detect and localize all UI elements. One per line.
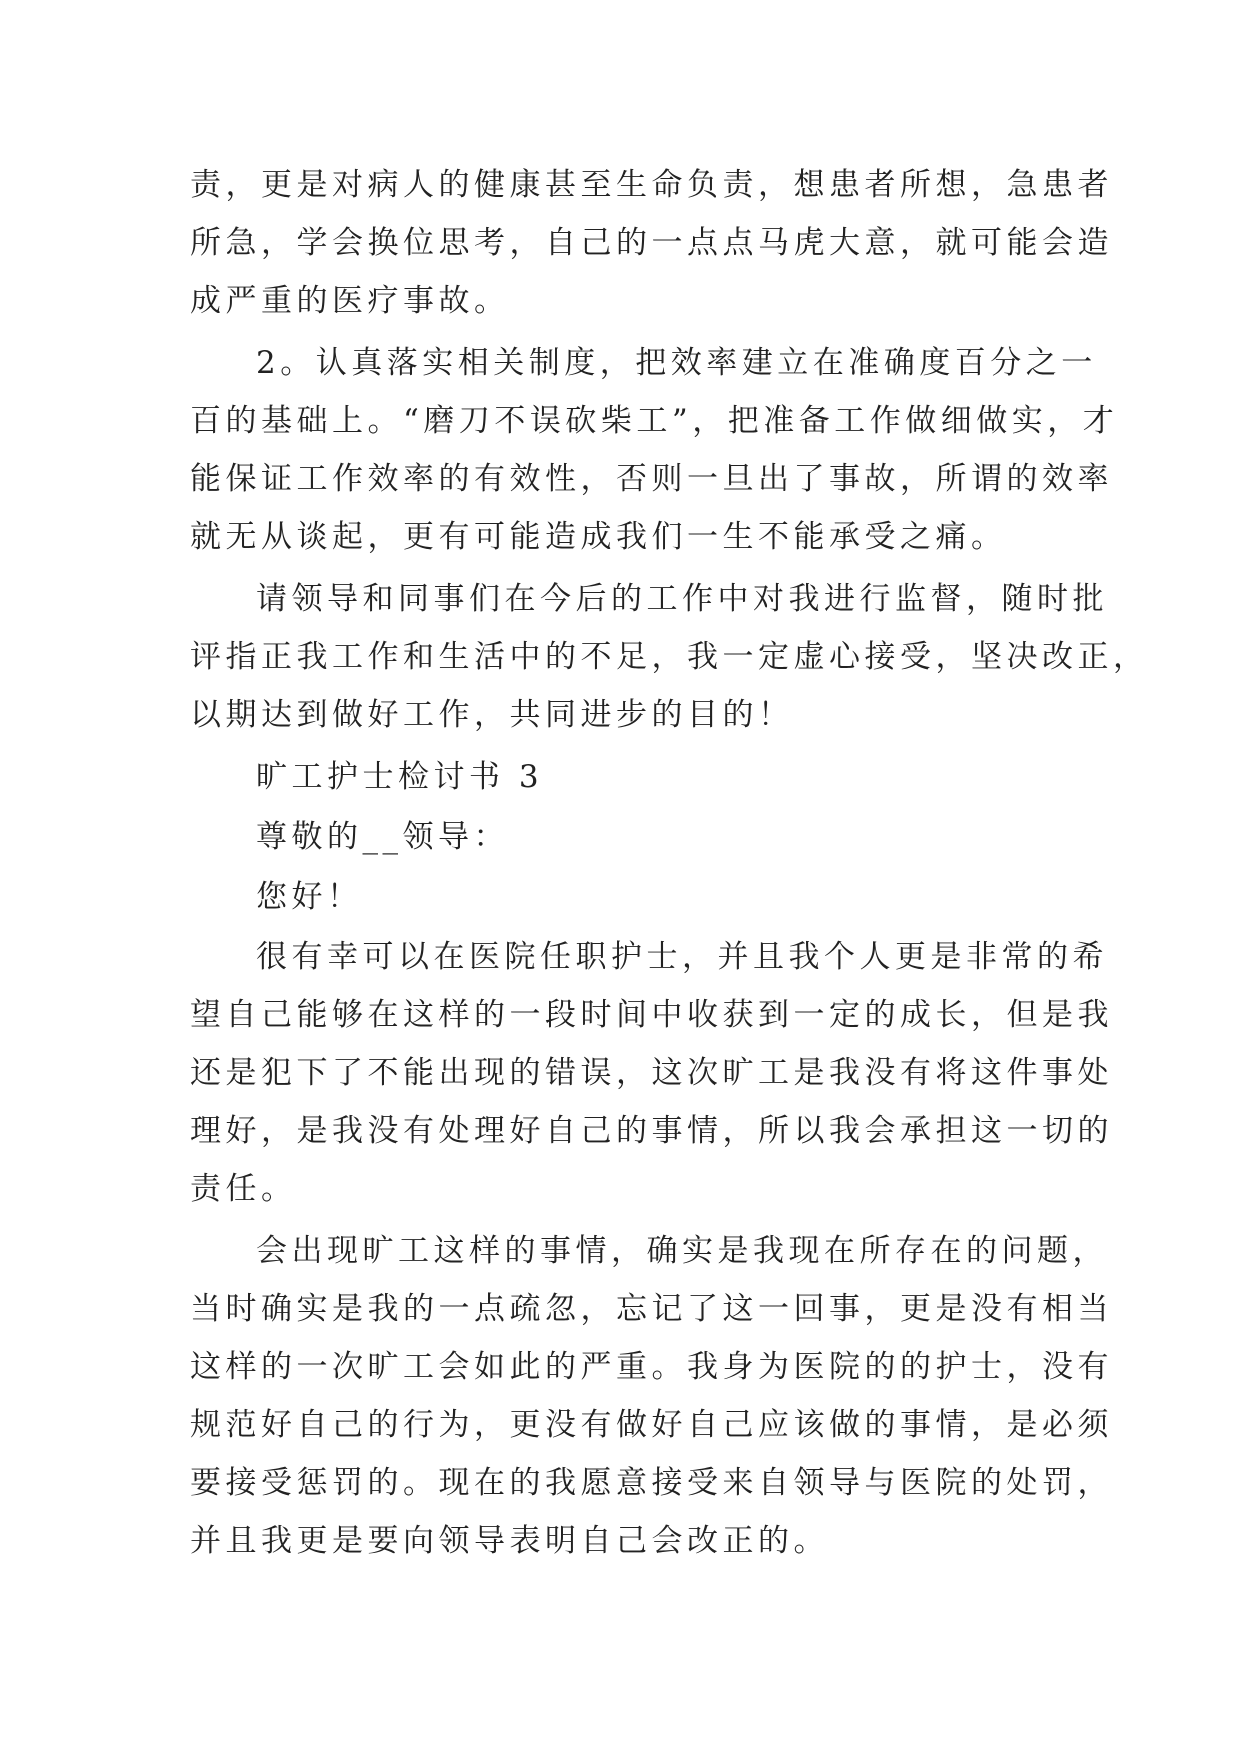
salutation: 尊敬的__领导：	[256, 819, 509, 855]
body-line: 就无从谈起，更有可能造成我们一生不能承受之痛。	[190, 519, 1007, 555]
body-line: 百的基础上。“磨刀不误砍柴工”，把准备工作做细做实，才	[190, 403, 1119, 439]
body-line: 所急，学会换位思考，自己的一点点马虎大意，就可能会造	[190, 225, 1113, 261]
body-line: 当时确实是我的一点疏忽，忘记了这一回事，更是没有相当	[190, 1291, 1113, 1327]
body-line: 还是犯下了不能出现的错误，这次旷工是我没有将这件事处	[190, 1055, 1113, 1091]
body-line: 责，更是对病人的健康甚至生命负责，想患者所想，急患者	[190, 167, 1113, 203]
body-line: 这样的一次旷工会如此的严重。我身为医院的的护士，没有	[190, 1349, 1113, 1385]
body-line: 评指正我工作和生活中的不足，我一定虚心接受，坚决改正，	[190, 639, 1149, 675]
body-line: 理好，是我没有处理好自己的事情，所以我会承担这一切的	[190, 1113, 1113, 1149]
body-line: 能保证工作效率的有效性，否则一旦出了事故，所谓的效率	[190, 461, 1113, 497]
body-line: 成严重的医疗事故。	[190, 283, 510, 319]
body-line: 2。认真落实相关制度，把效率建立在准确度百分之一	[256, 345, 1097, 381]
body-line: 很有幸可以在医院任职护士，并且我个人更是非常的希	[256, 939, 1108, 975]
body-line: 请领导和同事们在今后的工作中对我进行监督，随时批	[256, 581, 1108, 617]
body-line: 会出现旷工这样的事情，确实是我现在所存在的问题，	[256, 1233, 1108, 1269]
section-heading: 旷工护士检讨书 3	[256, 759, 544, 795]
greeting: 您好！	[256, 879, 363, 915]
body-line: 要接受惩罚的。现在的我愿意接受来自领导与医院的处罚，	[190, 1465, 1113, 1501]
body-line: 规范好自己的行为，更没有做好自己应该做的事情，是必须	[190, 1407, 1113, 1443]
body-line: 责任。	[190, 1171, 297, 1207]
body-line: 望自己能够在这样的一段时间中收获到一定的成长，但是我	[190, 997, 1113, 1033]
body-line: 以期达到做好工作，共同进步的目的！	[190, 697, 794, 733]
body-line: 并且我更是要向领导表明自己会改正的。	[190, 1523, 829, 1559]
